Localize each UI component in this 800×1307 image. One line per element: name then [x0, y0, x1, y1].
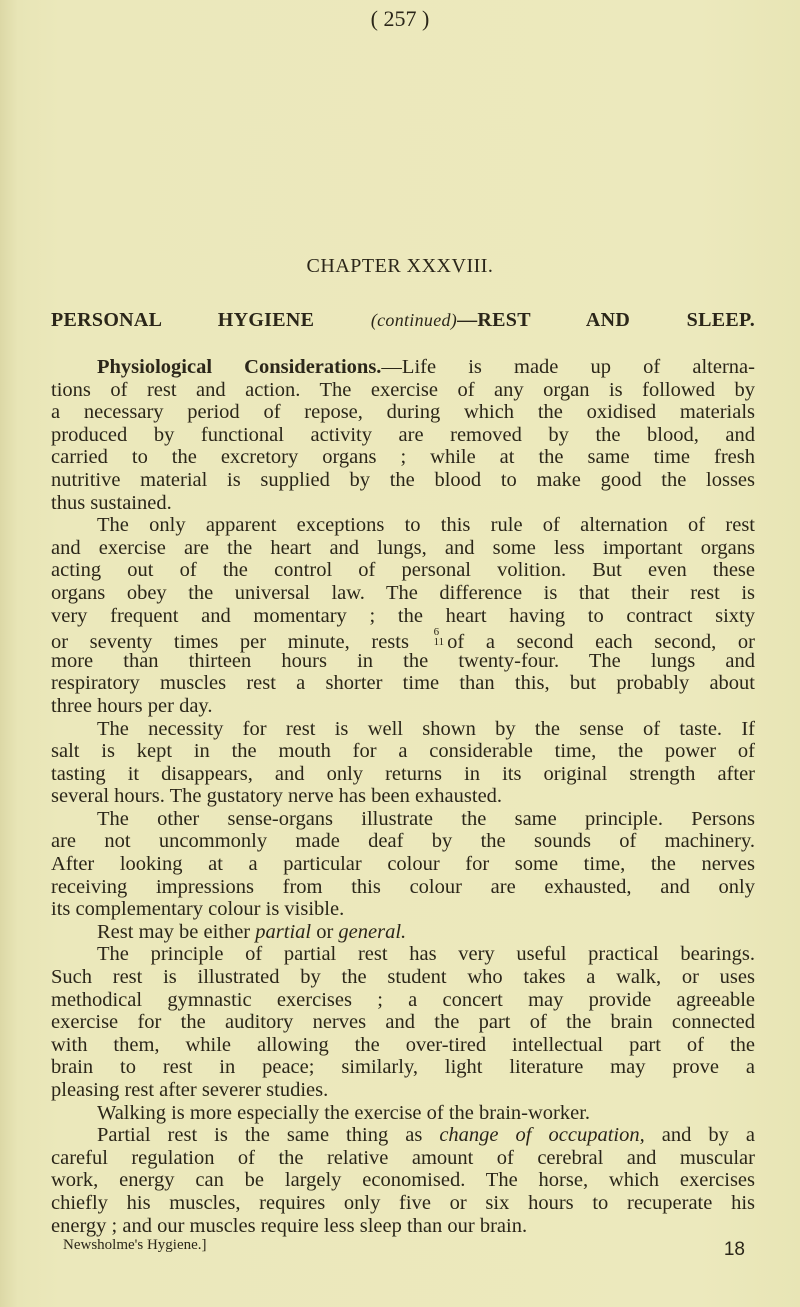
text-run: or — [311, 920, 339, 943]
text-line — [51, 446, 755, 469]
text-line — [51, 514, 755, 537]
text-run: exercise for the auditory nerves and the part of the brain connected — [51, 1011, 755, 1034]
text-line — [51, 1215, 755, 1238]
heading-continued: (continued) — [370, 310, 458, 330]
text-line — [51, 785, 755, 808]
run-in-heading: Physiological Considerations. — [97, 356, 382, 378]
text-line — [51, 559, 755, 582]
text-run: a necessary period of repose, during which the oxidised materials — [51, 401, 755, 424]
heading-main: PERSONAL HYGIENE — [51, 309, 315, 331]
text-line — [51, 492, 755, 515]
text-line — [51, 1192, 755, 1215]
text-run: pleasing rest after severer studies. — [51, 1079, 329, 1101]
text-line — [51, 650, 755, 673]
fraction-denominator: 11 — [433, 636, 445, 649]
text-line — [51, 763, 755, 786]
text-line — [51, 401, 755, 424]
text-line — [51, 921, 755, 944]
text-run: The only apparent exceptions to this rule of alternation of rest — [97, 514, 755, 537]
text-line — [51, 424, 755, 447]
text-line — [51, 605, 755, 628]
text-run: thus sustained. — [51, 491, 172, 514]
text-run: organs obey the universal law. The difference is that their rest is — [51, 581, 755, 604]
text-line — [51, 537, 755, 560]
sheet-number: 18 — [723, 1239, 745, 1260]
text-run: work, energy can be largely economised. The horse, which exercises — [51, 1169, 755, 1192]
text-line — [51, 1102, 755, 1125]
text-line — [51, 876, 755, 899]
text-run: are not uncommonly made deaf by the sounds of machinery. — [51, 830, 755, 853]
text-run: The principle of partial rest has very useful practical bearings. — [97, 943, 755, 966]
section-heading — [51, 309, 755, 332]
text-line — [51, 1034, 755, 1057]
text-line — [51, 1124, 755, 1147]
text-run: chiefly his muscles, requires only five or six hours to recuperate his — [51, 1191, 755, 1214]
italic-text: partial — [255, 920, 312, 943]
text-run: more than thirteen hours in the twenty-four. The lungs and — [51, 649, 755, 672]
text-run: or seventy times per minute, rests — [51, 631, 409, 654]
text-run: produced by functional activity are removed by the blood, and — [51, 423, 755, 446]
text-run: Partial rest is the same thing as — [97, 1124, 440, 1147]
text-run: very frequent and momentary ; the heart having to contract sixty — [51, 604, 755, 627]
text-run: carried to the excretory organs ; while at the same time fresh — [51, 446, 755, 469]
text-run: nutritive material is supplied by the blood to make good the losses — [51, 468, 755, 491]
text-line — [51, 718, 755, 741]
text-run: energy ; and our muscles require less sleep than our brain. — [51, 1214, 528, 1237]
fraction — [434, 627, 445, 647]
chapter-title: CHAPTER XXXVIII. — [306, 255, 494, 277]
heading-subject: —REST AND SLEEP. — [457, 309, 755, 331]
italic-text: general. — [338, 920, 407, 943]
text-run: After looking at a particular colour for some time, the nerves — [51, 853, 755, 876]
text-run: Rest may be either — [97, 920, 256, 943]
page-number: ( 257 ) — [370, 6, 430, 31]
text-run: Walking is more especially the exercise of the brain-worker. — [97, 1101, 591, 1124]
text-line — [51, 1147, 755, 1170]
text-run: Such rest is illustrated by the student who takes a walk, or uses — [51, 966, 755, 989]
text-line — [51, 740, 755, 763]
text-line — [51, 1056, 755, 1079]
text-run: three hours per day. — [51, 694, 213, 717]
text-line — [51, 379, 755, 402]
text-run: The necessity for rest is well shown by the sense of taste. If — [97, 717, 755, 740]
page-footer — [63, 1237, 755, 1260]
text-line — [51, 1079, 755, 1102]
text-line — [51, 582, 755, 605]
text-run: several hours. The gustatory nerve has been exhausted. — [51, 785, 503, 808]
text-line — [51, 469, 755, 492]
text-run: methodical gymnastic exercises ; a concert may provide agreeable — [51, 988, 755, 1011]
text-run: The other sense-organs illustrate the same principle. Persons — [97, 807, 755, 830]
text-line — [51, 626, 755, 654]
text-run: and by a — [644, 1124, 755, 1147]
fraction-numerator: 6 — [433, 626, 440, 639]
text-line — [51, 830, 755, 853]
text-line — [51, 943, 755, 966]
text-run: acting out of the control of personal volition. But even these — [51, 559, 755, 582]
text-run: of a second each second, or — [447, 631, 755, 654]
text-line — [51, 898, 755, 921]
text-run: careful regulation of the relative amount of cerebral and muscular — [51, 1146, 755, 1169]
text-run: respiratory muscles rest a shorter time than this, but probably about — [51, 672, 755, 695]
text-line — [51, 1011, 755, 1034]
text-run: and exercise are the heart and lungs, and some less important organs — [51, 536, 755, 559]
text-run: brain to rest in peace; similarly, light literature may prove a — [51, 1056, 755, 1079]
text-run: salt is kept in the mouth for a considerable time, the power of — [51, 740, 755, 763]
text-run: its complementary colour is visible. — [51, 898, 345, 921]
text-line — [51, 356, 755, 379]
signature-mark: Newsholme's Hygiene.] — [63, 1237, 207, 1253]
text-line — [51, 695, 755, 718]
text-run: receiving impressions from this colour are exhausted, and only — [51, 875, 755, 898]
text-run: tasting it disappears, and only returns in its original strength after — [51, 762, 755, 785]
text-line — [51, 989, 755, 1012]
body-text — [51, 356, 755, 1237]
text-line — [51, 808, 755, 831]
text-line — [51, 853, 755, 876]
text-line — [51, 1169, 755, 1192]
text-run: with them, while allowing the over-tired intellectual part of the — [51, 1033, 755, 1056]
italic-text: change of occupation, — [439, 1124, 645, 1147]
text-run: tions of rest and action. The exercise of any organ is followed by — [51, 378, 755, 401]
text-line — [51, 672, 755, 695]
text-run: —Life is made up of alterna- — [381, 356, 755, 378]
text-line — [51, 966, 755, 989]
